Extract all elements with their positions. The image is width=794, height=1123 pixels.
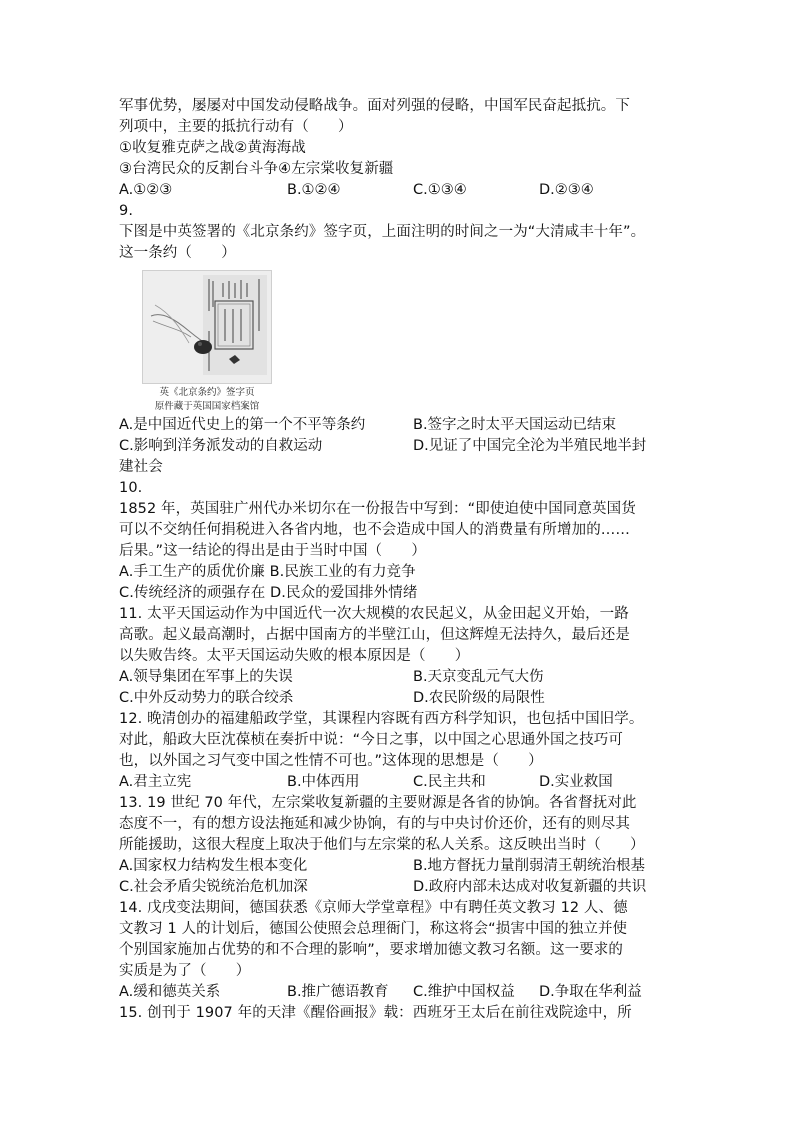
photo-caption-line-2: 原件藏于英国国家档案馆: [154, 401, 260, 412]
q10-stem-line-2: 可以不交纳任何捐税进入各省内地，也不会造成中国人的消费量有所增加的……: [119, 522, 630, 538]
q8-option-b: B.①②④: [287, 182, 341, 198]
q10-options-cd: C.传统经济的顽强存在 D.民众的爱国排外情绪: [119, 585, 418, 601]
q8-stem-line-2: 列项中，主要的抵抗行动有（ ）: [119, 119, 353, 135]
q8-option-a: A.①②③: [119, 182, 173, 198]
q9-option-c: C.影响到洋务派发动的自救运动: [119, 438, 323, 454]
q14-option-a: A.缓和德英关系: [119, 984, 221, 1000]
q14-stem-line-3: 个别国家施加占优势的和不合理的影响”，要求增加德文教习名额。这一要求的: [119, 942, 624, 958]
q13-option-c: C.社会矛盾尖锐统治危机加深: [119, 879, 308, 895]
q13-stem-line-2: 态度不一，有的想方设法拖延和减少协饷，有的与中央讨价还价，还有的则尽其: [119, 816, 630, 832]
q14-stem-line-1: 14. 戊戌变法期间，德国获悉《京师大学堂章程》中有聘任英文教习 12 人、德: [119, 900, 628, 916]
q14-option-b: B.推广德语教育: [287, 984, 389, 1000]
q11-stem-line-2: 高歌。起义最高潮时，占据中国南方的半壁江山，但这辉煌无法持久，最后还是: [119, 627, 630, 643]
q13-option-a: A.国家权力结构发生根本变化: [119, 858, 308, 874]
q14-stem-line-4: 实质是为了（ ）: [119, 963, 251, 979]
q13-option-d: D.政府内部未达成对收复新疆的共识: [413, 879, 647, 895]
q9-option-d: D.见证了中国完全沦为半殖民地半封: [413, 438, 647, 454]
q12-option-d: D.实业救国: [539, 774, 613, 790]
q12-option-a: A.君主立宪: [119, 774, 192, 790]
q10-options-ab: A.手工生产的质优价廉 B.民族工业的有力竞争: [119, 564, 416, 580]
q8-option-d: D.②③④: [539, 182, 594, 198]
q11-stem-line-1: 11. 太平天国运动作为中国近代一次大规模的农民起义，从金田起义开始，一路: [119, 606, 629, 622]
q12-stem-line-2: 对此，船政大臣沈葆桢在奏折中说：“今日之事，以中国之心思通外国之技巧可: [119, 732, 624, 748]
q14-option-d: D.争取在华利益: [539, 984, 642, 1000]
photo-caption-line-1: 英《北京条约》签字页: [159, 387, 255, 398]
q11-option-b: B.天京变乱元气大伤: [413, 669, 544, 685]
q12-stem-line-1: 12. 晚清创办的福建船政学堂，其课程内容既有西方科学知识，也包括中国旧学。: [119, 711, 644, 727]
treaty-signature-photo: [142, 270, 272, 384]
q12-stem-line-3: 也，以外国之习气变中国之性情不可也。”这体现的思想是（ ）: [119, 753, 543, 769]
q8-stem-line-1: 军事优势，屡屡对中国发动侵略战争。面对列强的侵略，中国军民奋起抵抗。下: [119, 98, 630, 114]
q13-stem-line-3: 所能援助，这很大程度上取决于他们与左宗棠的私人关系。这反映出当时（ ）: [119, 837, 645, 853]
q11-option-a: A.领导集团在军事上的失误: [119, 669, 293, 685]
q13-stem-line-1: 13. 19 世纪 70 年代，左宗棠收复新疆的主要财源是各省的协饷。各省督抚对此: [119, 795, 637, 811]
q14-option-c: C.维护中国权益: [413, 984, 515, 1000]
q11-stem-line-3: 以失败告终。太平天国运动失败的根本原因是（ ）: [119, 648, 470, 664]
q10-stem-line-1: 1852 年，英国驻广州代办米切尔在一份报告中写到：“即使迫使中国同意英国货: [119, 501, 636, 517]
q11-option-d: D.农民阶级的局限性: [413, 690, 545, 706]
q9-option-b: B.签字之时太平天国运动已结束: [413, 417, 617, 433]
q8-option-c: C.①③④: [413, 182, 467, 198]
q9-stem-line-1: 下图是中英签署的《北京条约》签字页，上面注明的时间之一为“大清咸丰十年”。: [119, 224, 646, 240]
q13-option-b: B.地方督抚力量削弱清王朝统治根基: [413, 858, 646, 874]
treaty-signature-image: [143, 271, 271, 383]
q12-option-b: B.中体西用: [287, 774, 360, 790]
q10-stem-line-3: 后果。”这一结论的得出是由于当时中国（ ）: [119, 543, 426, 559]
q9-option-d-continued: 建社会: [119, 459, 163, 475]
q8-item-line-1: ①收复雅克萨之战②黄海海战: [119, 140, 306, 156]
q10-number: 10.: [119, 480, 143, 496]
q14-stem-line-2: 文教习 1 人的计划后，德国公使照会总理衙门，称这将会“损害中国的独立并使: [119, 921, 628, 937]
q8-item-line-2: ③台湾民众的反割台斗争④左宗棠收复新疆: [119, 161, 394, 177]
q9-stem-line-2: 这一条约（ ）: [119, 245, 236, 261]
q15-stem-line-1: 15. 创刊于 1907 年的天津《醒俗画报》载：西班牙王太后在前往戏院途中，所: [119, 1005, 632, 1021]
q11-option-c: C.中外反动势力的联合绞杀: [119, 690, 294, 706]
q12-option-c: C.民主共和: [413, 774, 486, 790]
q9-number: 9.: [119, 203, 134, 219]
q9-option-a: A.是中国近代史上的第一个不平等条约: [119, 417, 366, 433]
